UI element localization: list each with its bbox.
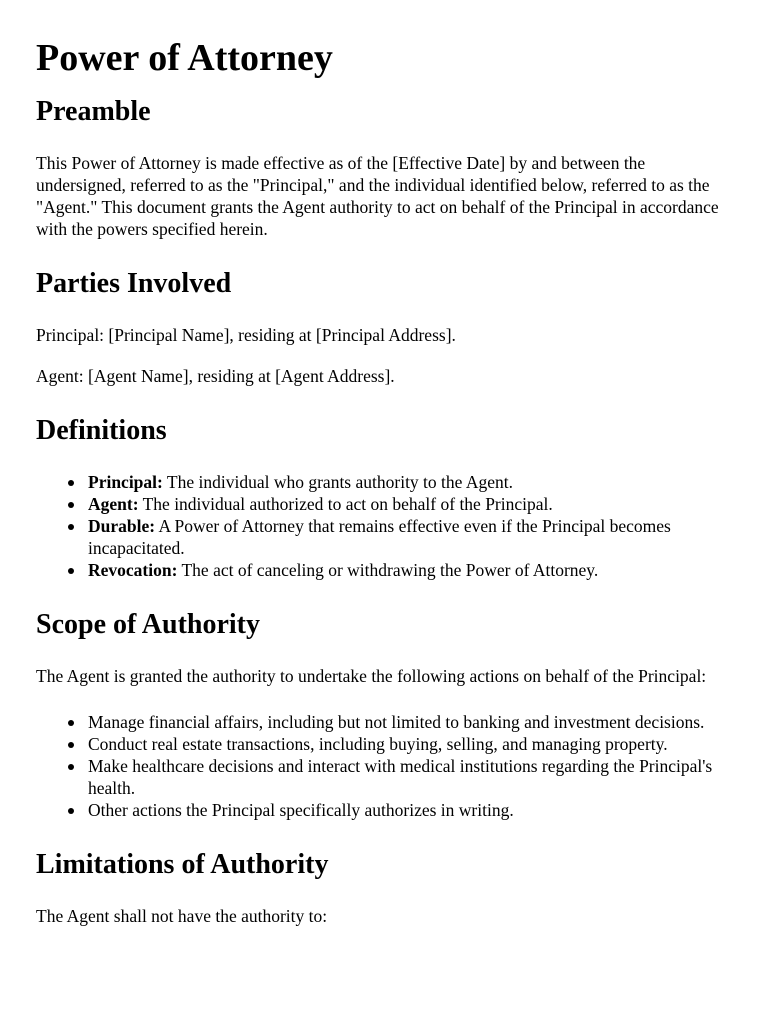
document-title: Power of Attorney <box>36 37 333 79</box>
definition-text: A Power of Attorney that remains effective even if the Principal becomes incapacitated. <box>88 516 671 558</box>
parties-principal: Principal: [Principal Name], residing at [Principal Address]. <box>36 325 456 345</box>
definitions-heading: Definitions <box>36 415 167 446</box>
scope-item-text: Manage financial affairs, including but not limited to banking and investment decisions. <box>88 712 705 732</box>
scope-item <box>88 711 734 733</box>
definitions-list <box>36 471 734 581</box>
bullet-icon <box>68 808 74 814</box>
bullet-icon <box>68 764 74 770</box>
scope-item-text: Other actions the Principal specifically authorizes in writing. <box>88 800 514 820</box>
preamble-heading: Preamble <box>36 96 151 127</box>
scope-item <box>88 799 734 821</box>
scope-heading: Scope of Authority <box>36 609 260 640</box>
definition-term: Agent: <box>88 494 139 514</box>
preamble-text: This Power of Attorney is made effective as of the [Effective Date] by and between the undersigned, referred to as the "Principal," and the individual identified below, referred to as the "Agent." This document grants the Agent authority to act on behalf of the Principal in accordance with the powers specified herein. <box>36 153 719 239</box>
parties-agent: Agent: [Agent Name], residing at [Agent Address]. <box>36 366 395 386</box>
definition-item <box>88 471 734 493</box>
bullet-icon <box>68 742 74 748</box>
definition-text: The act of canceling or withdrawing the Power of Attorney. <box>177 560 599 580</box>
definition-item <box>88 493 734 515</box>
bullet-icon <box>68 480 74 486</box>
scope-intro: The Agent is granted the authority to undertake the following actions on behalf of the Principal: <box>36 666 707 686</box>
bullet-icon <box>68 568 74 574</box>
definition-term: Principal: <box>88 472 163 492</box>
scope-item-text: Make healthcare decisions and interact with medical institutions regarding the Principal's health. <box>88 756 713 798</box>
scope-item <box>88 755 734 799</box>
definition-term: Revocation: <box>88 560 178 580</box>
definition-item <box>88 515 734 559</box>
limitations-intro: The Agent shall not have the authority to: <box>36 906 328 926</box>
parties-heading: Parties Involved <box>36 268 232 299</box>
definition-term: Durable: <box>88 516 156 536</box>
bullet-icon <box>68 720 74 726</box>
definition-item <box>88 559 734 581</box>
definition-text: The individual authorized to act on behalf of the Principal. <box>138 494 553 514</box>
bullet-icon <box>68 502 74 508</box>
bullet-icon <box>68 524 74 530</box>
limitations-heading: Limitations of Authority <box>36 849 329 880</box>
scope-item-text: Conduct real estate transactions, including buying, selling, and managing property. <box>88 734 668 754</box>
definition-text: The individual who grants authority to the Agent. <box>162 472 513 492</box>
scope-list <box>36 711 734 821</box>
scope-item <box>88 733 734 755</box>
